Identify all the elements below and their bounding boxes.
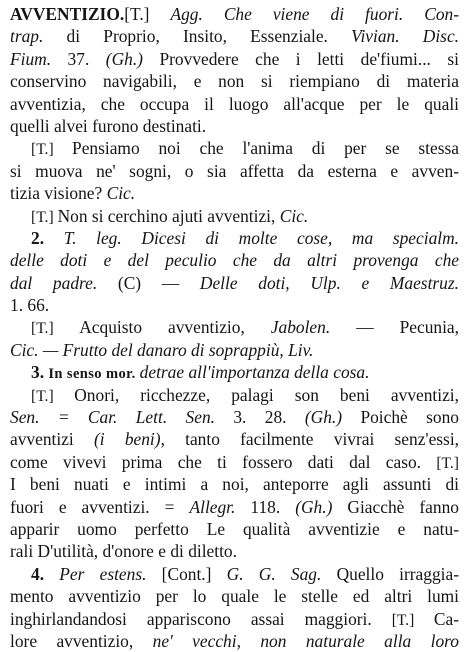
text: 37. [67, 48, 106, 69]
text: di Proprio, Insito, Essenziale. [66, 26, 352, 47]
entry-line [10, 3, 459, 25]
entry-line [10, 339, 459, 361]
text: avventizi [10, 429, 94, 450]
entry-line [10, 93, 459, 115]
text: 1. 66. [10, 295, 50, 316]
italic-text: (Gh.) [295, 496, 348, 517]
entry-line [10, 496, 459, 518]
italic-text: detrae all'importanza della cosa. [139, 362, 370, 383]
bold-text: 3. [31, 362, 49, 383]
text: Onori, ricchezze, palagi son beni avventizi, [74, 384, 459, 405]
bold-text: AVVENTIZIO. [10, 4, 125, 24]
italic-text: (i beni) [93, 429, 161, 450]
small-caps-text: In senso mor. [48, 366, 140, 383]
text: fuori e avventizi. = [10, 496, 190, 517]
italic-text: Sen. = Car. Lett. Sen. [10, 407, 234, 428]
text: 3. 28. [233, 407, 305, 428]
text: come vivevi prima che ti fossero dati dal caso. [10, 451, 437, 472]
entry-line [10, 137, 459, 159]
text: conservino navigabili, e non si riempiano di materia [10, 71, 459, 92]
entry-line [10, 630, 459, 652]
entry-line [10, 473, 459, 495]
italic-text: Vivian. Disc. [351, 26, 459, 47]
text: Giacchè fanno [347, 496, 459, 517]
text: Non si cerchino ajuti avventizi, [57, 205, 280, 226]
italic-text: delle doti e del peculio che da altri provenga che [10, 250, 459, 271]
text: 118. [250, 496, 296, 517]
italic-text: trap. [10, 26, 67, 47]
bold-text: 4. [31, 563, 60, 584]
bracket-tag: [T.] [31, 141, 73, 159]
text: inghirlandandosi appariscono assai maggiori. [10, 608, 392, 629]
text: rali D'utilità, d'onore e di diletto. [10, 541, 237, 562]
italic-text: Cic. — Frutto del danaro di soprappiù, Liv. [10, 339, 314, 360]
text: apparir uomo perfetto Le qualità avventizie e natu- [10, 518, 459, 539]
text: tizia visione? [10, 183, 107, 204]
entry-line [10, 205, 459, 227]
entry-line [10, 70, 459, 92]
text: (C) — [117, 272, 200, 293]
bracket-tag: [T.] [436, 454, 459, 472]
italic-text: Per estens. [59, 563, 162, 584]
text: lore avventizio, [10, 630, 153, 651]
italic-text: Delle doti, Ulp. e Maestruz. [199, 272, 459, 293]
bracket-tag: [T.] [31, 387, 75, 405]
italic-text: Cic. [279, 205, 309, 226]
text: Provvedere che i letti de'fiumi... si [159, 48, 459, 69]
entry-line [10, 451, 459, 473]
entry-line [10, 182, 459, 204]
italic-text: (Gh.) [105, 48, 160, 69]
entry-line [10, 316, 459, 338]
italic-text: Agg. Che viene di fuori. Con- [170, 4, 459, 24]
entry-line [10, 384, 459, 406]
entry-line [10, 361, 459, 383]
entry-line [10, 608, 459, 630]
italic-text: dal padre. [10, 272, 118, 293]
text: quelli alvei furono destinati. [10, 115, 207, 136]
text: si muova ne' sogni, o sia affetta da esterna e avven- [10, 160, 459, 181]
text: I beni nuati e intimi a noi, anteporre agli assunti di [10, 474, 459, 495]
entry-line [10, 48, 459, 70]
italic-text: Jabolen. [270, 317, 357, 338]
bracket-tag: [T.] [391, 611, 434, 629]
entry-line [10, 272, 459, 294]
italic-text: G. G. Sag. [226, 563, 337, 584]
text: , tanto facilmente vivrai senz'essi, [160, 429, 459, 450]
entry-line [10, 563, 459, 585]
text: — Pecunia, [356, 317, 459, 338]
italic-text: (Gh.) [304, 407, 361, 428]
italic-text: Cic. [106, 183, 136, 204]
bracket-tag: [T.] [31, 208, 58, 226]
text: Poichè sono [360, 407, 459, 428]
entry-line [10, 227, 459, 249]
text: Ca- [433, 608, 459, 629]
entry-line [10, 160, 459, 182]
entry-line [10, 25, 459, 47]
text: [T.] [124, 4, 171, 24]
bold-text: 2. [31, 227, 64, 248]
entry-line [10, 406, 459, 428]
italic-text: Fium. [10, 48, 68, 69]
entry-line [10, 249, 459, 271]
italic-text: T. leg. Dicesi di molte cose, ma specialm. [63, 227, 459, 248]
text: avventizia, che occupa il luogo all'acque per le quali [10, 93, 459, 114]
italic-text: ne' vecchi, non naturale alla loro [152, 630, 459, 651]
entry-line [10, 540, 459, 562]
entry-line [10, 518, 459, 540]
entry-line [10, 115, 459, 137]
entry-line [10, 294, 459, 316]
text: Quello irraggia- [336, 563, 459, 584]
entry-line [10, 428, 459, 450]
text: [Cont.] [161, 563, 227, 584]
text: Pensiamo noi che l'anima di per se stessa [72, 138, 459, 159]
entry-line [10, 585, 459, 607]
bracket-tag: [T.] [31, 320, 80, 338]
italic-text: Allegr. [189, 496, 251, 517]
dictionary-entry-avventizio [10, 3, 459, 652]
text: mento avventizio per lo quale le stelle ed altri lumi [10, 586, 459, 607]
text: Acquisto avventizio, [79, 317, 271, 338]
